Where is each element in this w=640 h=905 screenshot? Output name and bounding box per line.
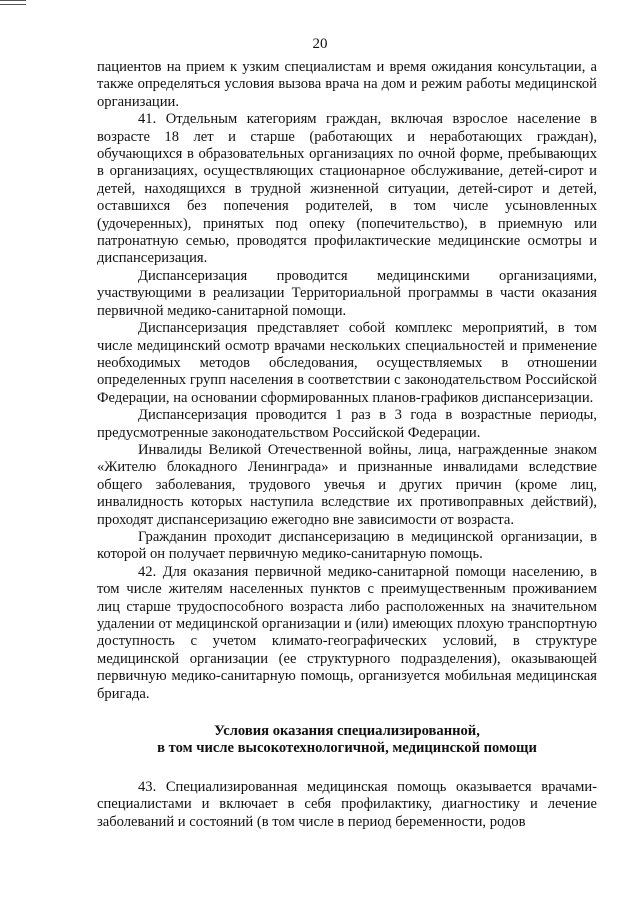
paragraph-dispensarization-frequency: Диспансеризация проводится 1 раз в 3 года в возрастные периоды, предусмотренные законодательством Российской Федерации. bbox=[97, 407, 597, 441]
paragraph-veterans: Инвалиды Великой Отечественной войны, лица, награжденные знаком «Жителю блокадного Ленинграда» и признанные инвалидами вследствие общего заболевания, трудового увечья и других причин (кроме лиц, инвалидность которых наступила вследствие их противоправных действий), проходят диспансеризацию ежегодно вне зависимости от возраста. bbox=[97, 441, 597, 528]
paragraph-42: 42. Для оказания первичной медико-санитарной помощи населению, в том числе жителям населенных пунктов с преимущественным проживанием лиц старше трудоспособного возраста либо расположенных на значительном удалении от медицинской организации и (или) имеющих плохую транспортную доступность с учетом климато-географических условий, в структуре медицинской организации (ее структурного подразделения), оказывающей первичную медико-санитарную помощь, организуется мобильная медицинская бригада. bbox=[97, 563, 597, 702]
scan-corner-mark bbox=[0, 0, 26, 5]
document-body bbox=[97, 59, 597, 831]
page-number: 20 bbox=[312, 36, 328, 52]
paragraph-continuation: пациентов на прием к узким специалистам и время ожидания консультации, а также определяться условия вызова врача на дом и режим работы медицинской организации. bbox=[97, 59, 597, 110]
paragraph-43: 43. Специализированная медицинская помощь оказывается врачами-специалистами и включает в себя профилактику, диагностику и лечение заболеваний и состояний (в том числе в период беременности, родов bbox=[97, 778, 597, 830]
paragraph-citizen: Гражданин проходит диспансеризацию в медицинской организации, в которой он получает первичную медико-санитарную помощь. bbox=[97, 528, 597, 563]
section-heading bbox=[97, 723, 597, 758]
paragraph-dispensarization-definition: Диспансеризация представляет собой комплекс мероприятий, в том числе медицинский осмотр врачами нескольких специальностей и применение необходимых методов обследования, осуществляемых в отношении определенных групп населения в соответствии с законодательством Российской Федерации, на основании сформированных планов-графиков диспансеризации. bbox=[97, 320, 597, 406]
paragraph-dispensarization-providers: Диспансеризация проводится медицинскими организациями, участвующими в реализации Территориальной программы в части оказания первичной медико-санитарной помощи. bbox=[97, 267, 597, 319]
section-heading-line-1: Условия оказания специализированной, bbox=[214, 723, 480, 740]
paragraph-41: 41. Отдельным категориям граждан, включая взрослое население в возрасте 18 лет и старше (работающих и неработающих граждан), обучающихся в образовательных организациях по очной форме, пребывающих в организациях, осуществляющих стационарное обслуживание, детей-сирот и детей, находящихся в трудной жизненной ситуации, детей-сирот и детей, оставшихся без попечения родителей, в том числе усыновленных (удочеренных), принятых под опеку (попечительство), в приемную или патронатную семью, проводятся профилактические медицинские осмотры и диспансеризация. bbox=[97, 111, 597, 267]
section-heading-line-2: в том числе высокотехнологичной, медицинской помощи bbox=[157, 740, 537, 757]
